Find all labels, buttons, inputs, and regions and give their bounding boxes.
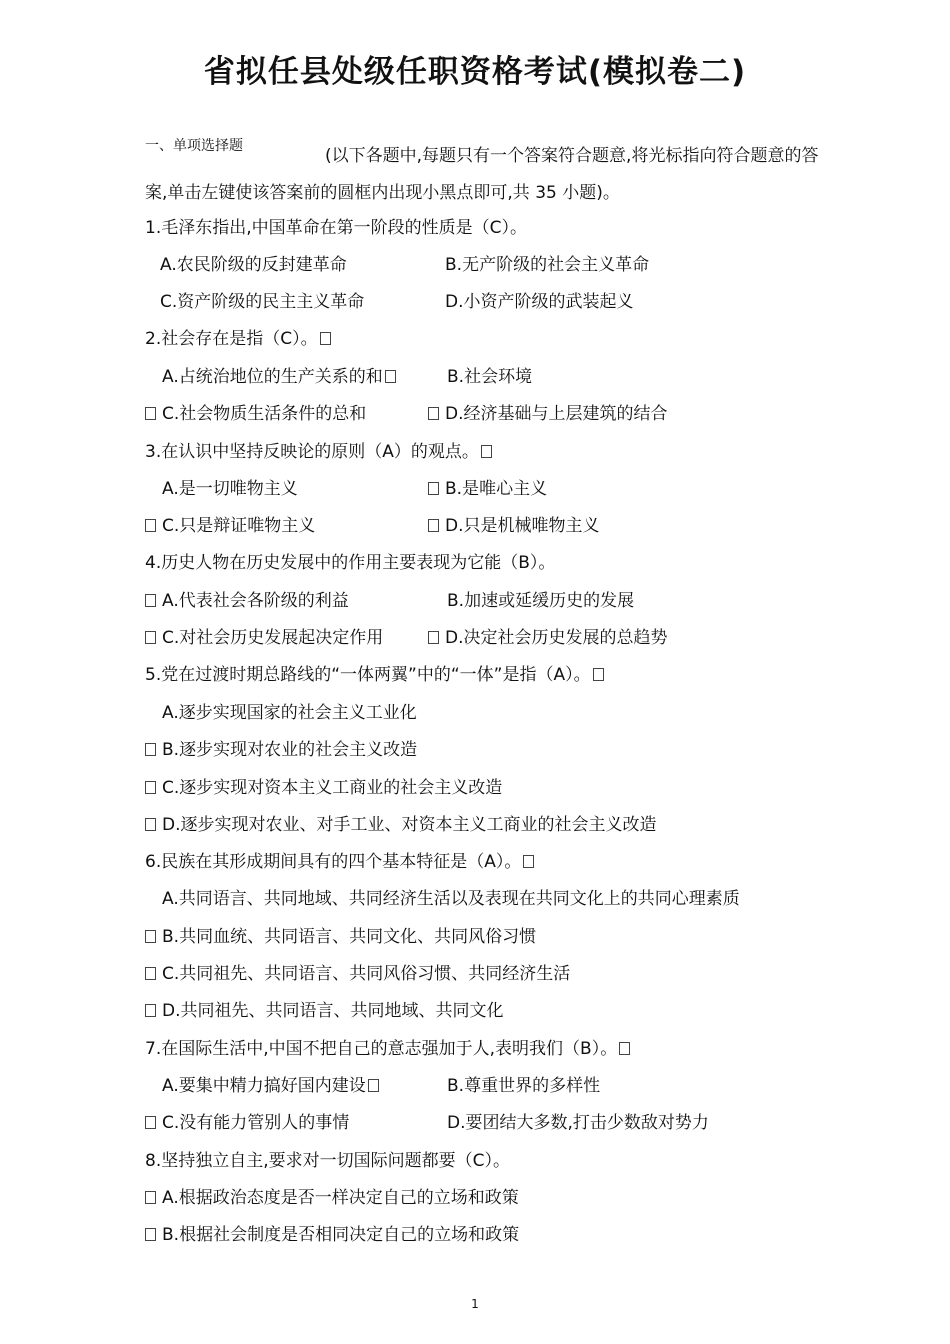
option-a — [162, 366, 402, 388]
placeholder-box-icon — [145, 1004, 156, 1017]
option-b: B.尊重世界的多样性 — [447, 1076, 601, 1096]
option-a: A.共同语言、共同地域、共同经济生活以及表现在共同文化上的共同心理素质 — [162, 889, 740, 909]
option-d — [426, 515, 600, 537]
placeholder-box-icon — [145, 594, 156, 607]
option-a — [143, 590, 349, 612]
question-stem-text: 6.民族在其形成期间具有的四个基本特征是（A）。 — [145, 852, 522, 872]
option-b — [143, 739, 417, 761]
placeholder-box-icon — [145, 1191, 156, 1204]
option-text: D.逐步实现对农业、对手工业、对资本主义工商业的社会主义改造 — [162, 815, 657, 835]
option-text: A.占统治地位的生产关系的和 — [162, 367, 383, 387]
question-stem — [145, 1038, 835, 1060]
placeholder-box-icon — [385, 370, 396, 383]
placeholder-box-icon — [428, 482, 439, 495]
placeholder-box-icon — [368, 1079, 379, 1092]
placeholder-box-icon — [145, 743, 156, 756]
option-b — [426, 478, 547, 500]
option-a — [162, 1075, 385, 1097]
placeholder-box-icon — [523, 855, 534, 868]
option-a: A.逐步实现国家的社会主义工业化 — [162, 703, 417, 723]
question-stem: 8.坚持独立自主,要求对一切国际问题都要（C）。 — [145, 1151, 510, 1171]
option-a: A.农民阶级的反封建革命 — [160, 255, 347, 275]
option-d — [426, 403, 668, 425]
option-c — [143, 403, 366, 425]
question-stem: 1.毛泽东指出,中国革命在第一阶段的性质是（C）。 — [145, 218, 527, 238]
instructions: (以下各题中,每题只有一个答案符合题意,将光标指向符合题意的答案,单击左键使该答案前的圆框内出现小黑点即可,共 35 小题)。 — [145, 146, 819, 203]
placeholder-box-icon — [145, 1228, 156, 1241]
option-text: D.只是机械唯物主义 — [445, 516, 600, 536]
option-d: D.小资产阶级的武装起义 — [445, 292, 634, 312]
question-stem — [145, 851, 835, 873]
question-stem — [145, 441, 835, 463]
section-heading: 一、单项选择题 — [145, 138, 243, 154]
option-b: B.社会环境 — [447, 367, 533, 387]
document-title: 省拟任县处级任职资格考试(模拟卷二) — [203, 54, 747, 90]
placeholder-box-icon — [320, 332, 331, 345]
option-text: A.根据政治态度是否一样决定自己的立场和政策 — [162, 1188, 519, 1208]
option-c — [143, 963, 570, 985]
option-d — [143, 814, 657, 836]
option-c — [143, 777, 502, 799]
placeholder-box-icon — [619, 1042, 630, 1055]
option-text: B.根据社会制度是否相同决定自己的立场和政策 — [162, 1225, 520, 1245]
option-text: B.逐步实现对农业的社会主义改造 — [162, 740, 418, 760]
question-stem-text: 2.社会存在是指（C）。 — [145, 329, 318, 349]
option-a — [143, 1187, 519, 1209]
page-number: 1 — [471, 1297, 479, 1311]
placeholder-box-icon — [145, 631, 156, 644]
option-b: B.无产阶级的社会主义革命 — [445, 255, 650, 275]
placeholder-box-icon — [593, 668, 604, 681]
option-text: D.经济基础与上层建筑的结合 — [445, 404, 668, 424]
question-stem-text: 7.在国际生活中,中国不把自己的意志强加于人,表明我们（B）。 — [145, 1039, 618, 1059]
option-text: C.共同祖先、共同语言、共同风俗习惯、共同经济生活 — [162, 964, 571, 984]
question-stem-text: 5.党在过渡时期总路线的“一体两翼”中的“一体”是指（A）。 — [145, 665, 591, 685]
question-stem — [145, 328, 835, 350]
option-c — [143, 515, 315, 537]
placeholder-box-icon — [145, 930, 156, 943]
option-b — [143, 1224, 519, 1246]
option-b — [143, 926, 536, 948]
placeholder-box-icon — [145, 407, 156, 420]
option-text: C.只是辩证唯物主义 — [162, 516, 316, 536]
placeholder-box-icon — [428, 519, 439, 532]
option-d — [143, 1000, 504, 1022]
question-stem: 4.历史人物在历史发展中的作用主要表现为它能（B）。 — [145, 553, 556, 573]
option-c: C.资产阶级的民主主义革命 — [160, 292, 365, 312]
option-text: C.逐步实现对资本主义工商业的社会主义改造 — [162, 778, 503, 798]
placeholder-box-icon — [428, 407, 439, 420]
option-text: C.对社会历史发展起决定作用 — [162, 628, 384, 648]
option-a: A.是一切唯物主义 — [162, 479, 298, 499]
placeholder-box-icon — [145, 519, 156, 532]
option-text: C.社会物质生活条件的总和 — [162, 404, 367, 424]
option-text: A.代表社会各阶级的利益 — [162, 591, 349, 611]
option-c — [143, 1112, 349, 1134]
option-d: D.要团结大多数,打击少数敌对势力 — [447, 1113, 709, 1133]
placeholder-box-icon — [481, 445, 492, 458]
question-stem-text: 3.在认识中坚持反映论的原则（A）的观点。 — [145, 442, 479, 462]
option-text: A.要集中精力搞好国内建设 — [162, 1076, 366, 1096]
option-text: D.决定社会历史发展的总趋势 — [445, 628, 668, 648]
placeholder-box-icon — [145, 781, 156, 794]
placeholder-box-icon — [145, 1116, 156, 1129]
option-text: B.共同血统、共同语言、共同文化、共同风俗习惯 — [162, 927, 537, 947]
option-text: C.没有能力管别人的事情 — [162, 1113, 350, 1133]
placeholder-box-icon — [428, 631, 439, 644]
question-stem — [145, 664, 835, 686]
option-b: B.加速或延缓历史的发展 — [447, 591, 635, 611]
placeholder-box-icon — [145, 967, 156, 980]
placeholder-box-icon — [145, 818, 156, 831]
option-text: B.是唯心主义 — [445, 479, 548, 499]
option-d — [426, 627, 668, 649]
option-c — [143, 627, 383, 649]
option-text: D.共同祖先、共同语言、共同地域、共同文化 — [162, 1001, 504, 1021]
